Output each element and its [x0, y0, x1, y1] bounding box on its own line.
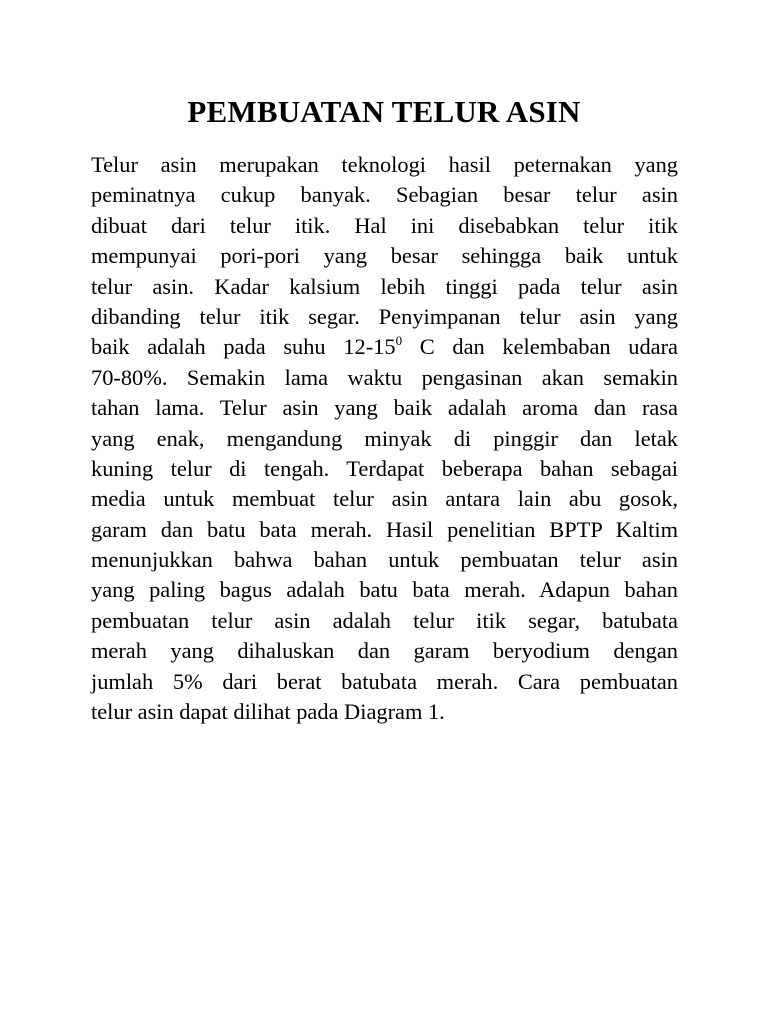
paragraph-line: jumlah 5% dari berat batubata merah. Cara pembuatan — [91, 668, 678, 694]
paragraph-line: menunjukkan bahwa bahan untuk pembuatan telur asin — [91, 547, 678, 573]
paragraph-line: peminatnya cukup banyak. Sebagian besar telur asin — [91, 182, 678, 208]
paragraph-line: media untuk membuat telur asin antara lain abu gosok, — [91, 486, 678, 512]
paragraph-line: 70-80%. Semakin lama waktu pengasinan akan semakin — [91, 364, 678, 390]
paragraph-line: Telur asin merupakan teknologi hasil peternakan yang — [91, 152, 678, 177]
paragraph-line: dibuat dari telur itik. Hal ini disebabkan telur itik — [91, 212, 678, 238]
paragraph-line: dibanding telur itik segar. Penyimpanan telur asin yang — [91, 303, 678, 329]
paragraph-line: merah yang dihaluskan dan garam beryodium dengan — [91, 638, 678, 664]
line-text-after: C dan kelembaban udara — [402, 334, 678, 360]
paragraph-line: mempunyai pori-pori yang besar sehingga baik untuk — [91, 243, 678, 269]
paragraph-line-last: telur asin dapat dilihat pada Diagram 1. — [91, 699, 445, 725]
paragraph-line: kuning telur di tengah. Terdapat beberapa bahan sebagai — [91, 455, 678, 481]
paragraph-line: pembuatan telur asin adalah telur itik segar, batubata — [91, 607, 678, 633]
paragraph-line: tahan lama. Telur asin yang baik adalah aroma dan rasa — [91, 395, 678, 421]
paragraph-line-with-superscript — [91, 332, 678, 362]
degree-superscript: 0 — [395, 333, 403, 349]
line-text-before: baik adalah pada suhu 12-15 — [91, 334, 396, 360]
body-paragraph — [91, 150, 678, 727]
paragraph-line: yang enak, mengandung minyak di pinggir dan letak — [91, 425, 678, 451]
paragraph-line: yang paling bagus adalah batu bata merah. Adapun bahan — [91, 577, 678, 603]
paragraph-line: garam dan batu bata merah. Hasil penelitian BPTP Kaltim — [91, 516, 678, 542]
paragraph-line: telur asin. Kadar kalsium lebih tinggi pada telur asin — [91, 273, 678, 299]
document-title: PEMBUATAN TELUR ASIN — [187, 94, 581, 129]
